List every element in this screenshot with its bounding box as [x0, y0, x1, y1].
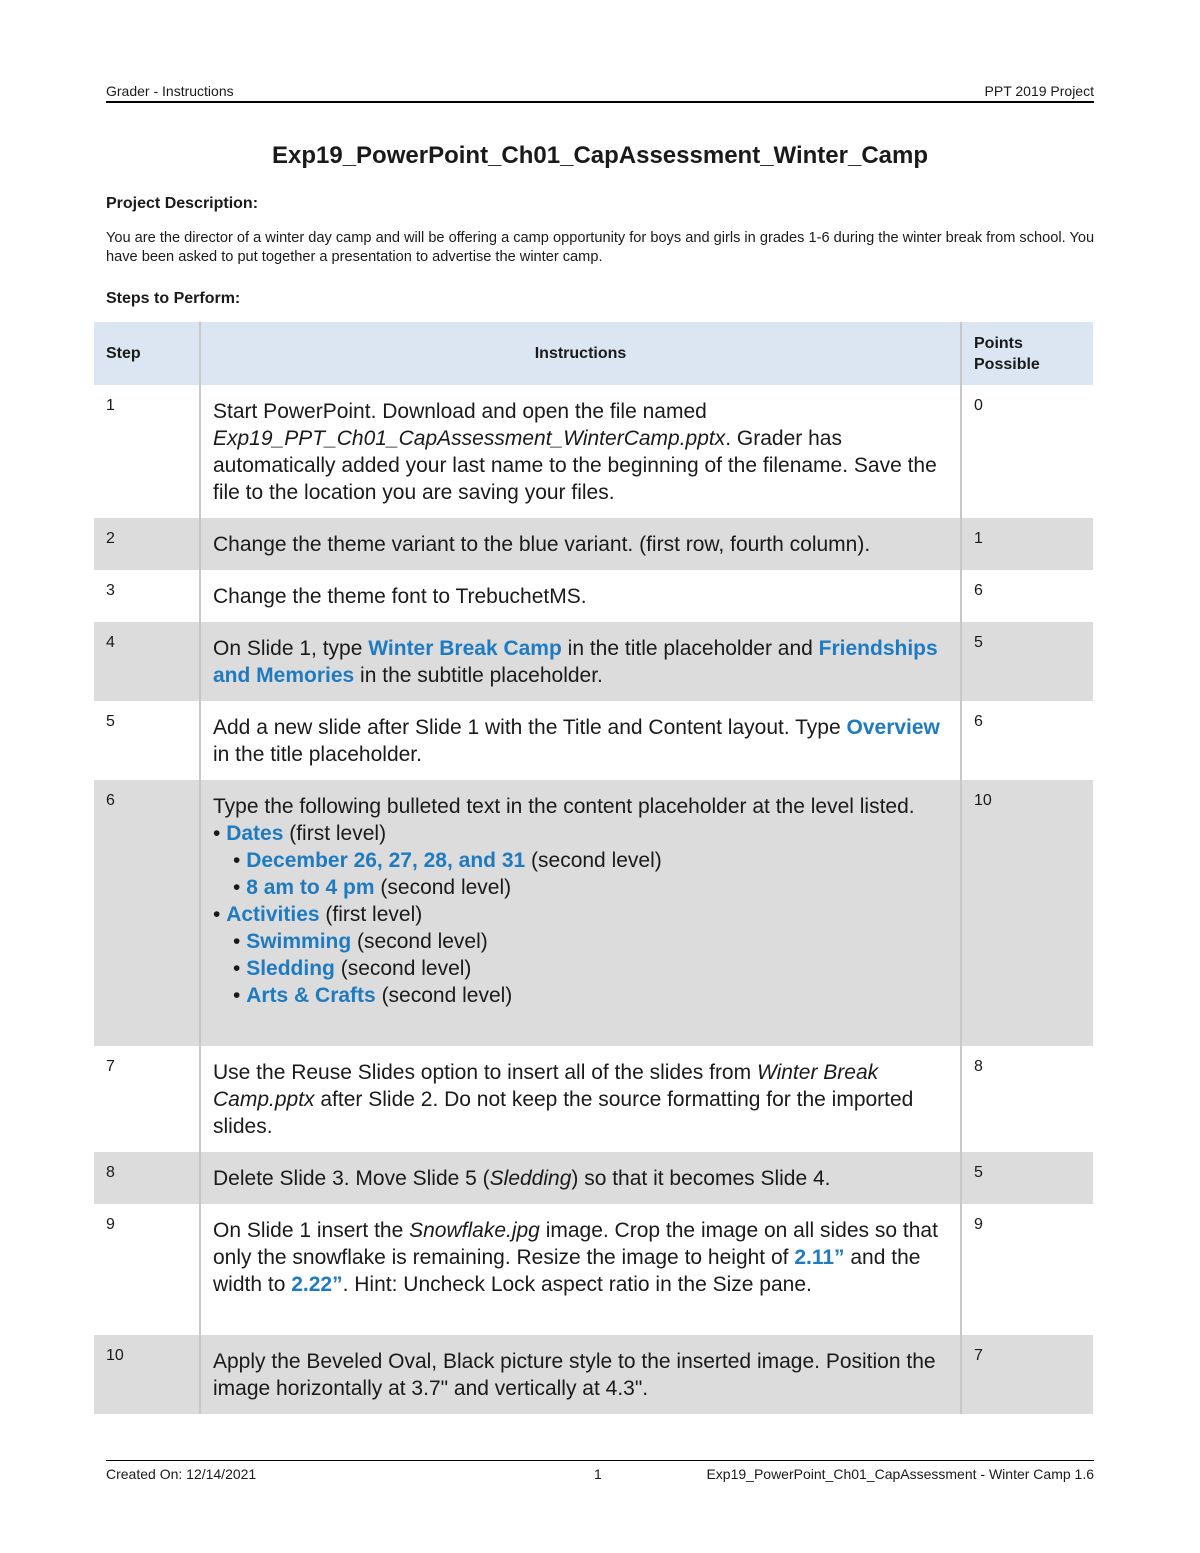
instr-italic: Snowflake.jpg — [409, 1219, 540, 1242]
bullet-level: (second level) — [380, 876, 512, 899]
header-instructions: Instructions — [200, 322, 961, 385]
table-row — [94, 1046, 1093, 1152]
steps-table — [94, 322, 1093, 1414]
bullet-level: (second level) — [340, 957, 472, 980]
step-number: 7 — [94, 1046, 200, 1152]
instr-text: Change the theme variant to the blue variant. (first row, fourth column). — [213, 533, 871, 556]
instr-text: Add a new slide after Slide 1 with the Title and Content layout. Type — [213, 716, 847, 739]
bullet-item: • Swimming (second level) — [233, 930, 488, 953]
step-number: 6 — [94, 780, 200, 1046]
step-points: 9 — [974, 1216, 983, 1233]
instr-highlight: Overview — [846, 716, 940, 739]
step-instructions — [200, 701, 961, 780]
instr-italic: Sledding — [489, 1167, 572, 1190]
bullet-text: 8 am to 4 pm — [246, 876, 375, 899]
instr-text: Delete Slide 3. Move Slide 5 ( — [213, 1167, 490, 1190]
step-instructions — [200, 518, 961, 570]
header-step: Step — [94, 322, 200, 385]
step-instructions — [200, 570, 961, 622]
footer-page-number: 1 — [594, 1466, 602, 1482]
page-header — [106, 83, 1094, 101]
step-number: 2 — [94, 518, 200, 570]
step-number: 9 — [94, 1204, 200, 1335]
table-row — [94, 518, 1093, 570]
bullet-item: • Activities (first level) — [213, 903, 423, 926]
instr-highlight: 2.22” — [291, 1273, 343, 1296]
instr-text: On Slide 1, type — [213, 637, 369, 660]
bullet-text: Arts & Crafts — [246, 984, 376, 1007]
step-number: 8 — [94, 1152, 200, 1204]
bullet-text: Swimming — [246, 930, 352, 953]
bullet-item: • December 26, 27, 28, and 31 (second level) — [233, 849, 662, 872]
document-title: Exp19_PowerPoint_Ch01_CapAssessment_Winter_Camp — [271, 142, 929, 169]
instr-highlight: Friendships and Memories — [213, 637, 938, 687]
instr-text: . Hint: Uncheck Lock aspect ratio in the Size pane. — [342, 1273, 812, 1296]
instr-text: . Grader has automatically added your last name to the beginning of the filename. Save the file to the location you are saving your files. — [213, 427, 937, 504]
step-points: 10 — [961, 780, 1093, 1046]
step-points: 8 — [974, 1058, 983, 1075]
bullet-item: • Arts & Crafts (second level) — [233, 984, 513, 1007]
instr-text: Use the Reuse Slides option to insert all of the slides from — [213, 1061, 757, 1084]
bullet-level: (second level) — [381, 984, 513, 1007]
bullet-item: • Dates (first level) — [213, 822, 387, 845]
step-instructions — [200, 622, 961, 701]
table-row — [94, 780, 1093, 1046]
header-right: PPT 2019 Project — [984, 83, 1094, 99]
step-instructions — [200, 1335, 961, 1414]
instr-text: after Slide 2. Do not keep the source formatting for the imported slides. — [213, 1088, 914, 1138]
header-points-line2: Possible — [974, 355, 1040, 373]
project-description-heading: Project Description: — [106, 195, 259, 212]
bullet-level: (first level) — [289, 822, 387, 845]
instr-text: Apply the Beveled Oval, Black picture style to the inserted image. Position the image horizontally at 3.7" and vertically at 4.3". — [213, 1350, 936, 1400]
header-left: Grader - Instructions — [106, 83, 234, 99]
instr-text: On Slide 1 insert the — [213, 1219, 410, 1242]
table-row — [94, 1335, 1093, 1414]
instr-text: in the title placeholder. — [213, 743, 422, 766]
step-instructions — [200, 780, 961, 1046]
step-number: 4 — [94, 622, 200, 701]
step-number: 3 — [94, 570, 200, 622]
instr-text: Type the following bulleted text in the content placeholder at the level listed. — [213, 795, 915, 818]
bullet-text: Activities — [226, 903, 320, 926]
project-description: You are the director of a winter day camp and will be offering a camp opportunity for boys and girls in grades 1-6 during the winter break from school. You have been asked to put together a presentation to advertise the winter camp. — [106, 230, 1095, 265]
step-points: 0 — [974, 397, 983, 414]
instr-highlight: 2.11” — [794, 1246, 845, 1269]
footer-document-name: Exp19_PowerPoint_Ch01_CapAssessment - Winter Camp 1.6 — [706, 1466, 1094, 1482]
instr-text: Change the theme font to TrebuchetMS. — [213, 585, 587, 608]
table-row — [94, 570, 1093, 622]
table-row — [94, 622, 1093, 701]
instr-text: image. Crop the image on all sides so that only the snowflake is remaining. Resize the image to height of — [213, 1219, 938, 1269]
step-instructions — [200, 385, 961, 518]
step-instructions — [200, 1152, 961, 1204]
bullet-item: • 8 am to 4 pm (second level) — [233, 876, 512, 899]
bullet-level: (second level) — [357, 930, 488, 953]
step-points: 1 — [961, 518, 1093, 570]
instr-text: in the subtitle placeholder. — [354, 664, 603, 687]
step-points: 6 — [974, 713, 983, 730]
step-number: 5 — [94, 701, 200, 780]
table-row — [94, 701, 1093, 780]
bullet-text: December 26, 27, 28, and 31 — [246, 849, 526, 872]
footer-rule — [106, 1460, 1094, 1461]
table-row — [94, 385, 1093, 518]
step-number: 10 — [94, 1335, 200, 1414]
instr-text: Start PowerPoint. Download and open the file named — [213, 400, 707, 423]
header-rule — [106, 101, 1094, 103]
table-header-row — [94, 322, 1093, 385]
instr-italic: Winter Break Camp.pptx — [213, 1061, 879, 1111]
bullet-text: Sledding — [246, 957, 335, 980]
header-points — [961, 322, 1093, 385]
header-points-line1: Points — [974, 334, 1023, 352]
table-row — [94, 1204, 1093, 1335]
step-points: 5 — [961, 1152, 1093, 1204]
footer-created: Created On: 12/14/2021 — [106, 1466, 257, 1482]
bullet-text: Dates — [226, 822, 284, 845]
instr-text: ) so that it becomes Slide 4. — [571, 1167, 831, 1190]
table-row — [94, 1152, 1093, 1204]
step-instructions — [200, 1204, 961, 1335]
step-instructions — [200, 1046, 961, 1152]
step-points: 6 — [974, 582, 983, 599]
bullet-level: (first level) — [325, 903, 423, 926]
instr-text: in the title placeholder and — [561, 637, 819, 660]
step-points: 7 — [961, 1335, 1093, 1414]
instr-highlight: Winter Break Camp — [368, 637, 562, 660]
bullet-item: • Sledding (second level) — [233, 957, 472, 980]
instr-italic: Exp19_PPT_Ch01_CapAssessment_WinterCamp.pptx — [213, 427, 726, 450]
steps-heading: Steps to Perform: — [106, 290, 241, 307]
step-number: 1 — [94, 385, 200, 518]
instr-text: and the width to — [213, 1246, 921, 1296]
step-points: 5 — [961, 622, 1093, 701]
bullet-level: (second level) — [531, 849, 662, 872]
